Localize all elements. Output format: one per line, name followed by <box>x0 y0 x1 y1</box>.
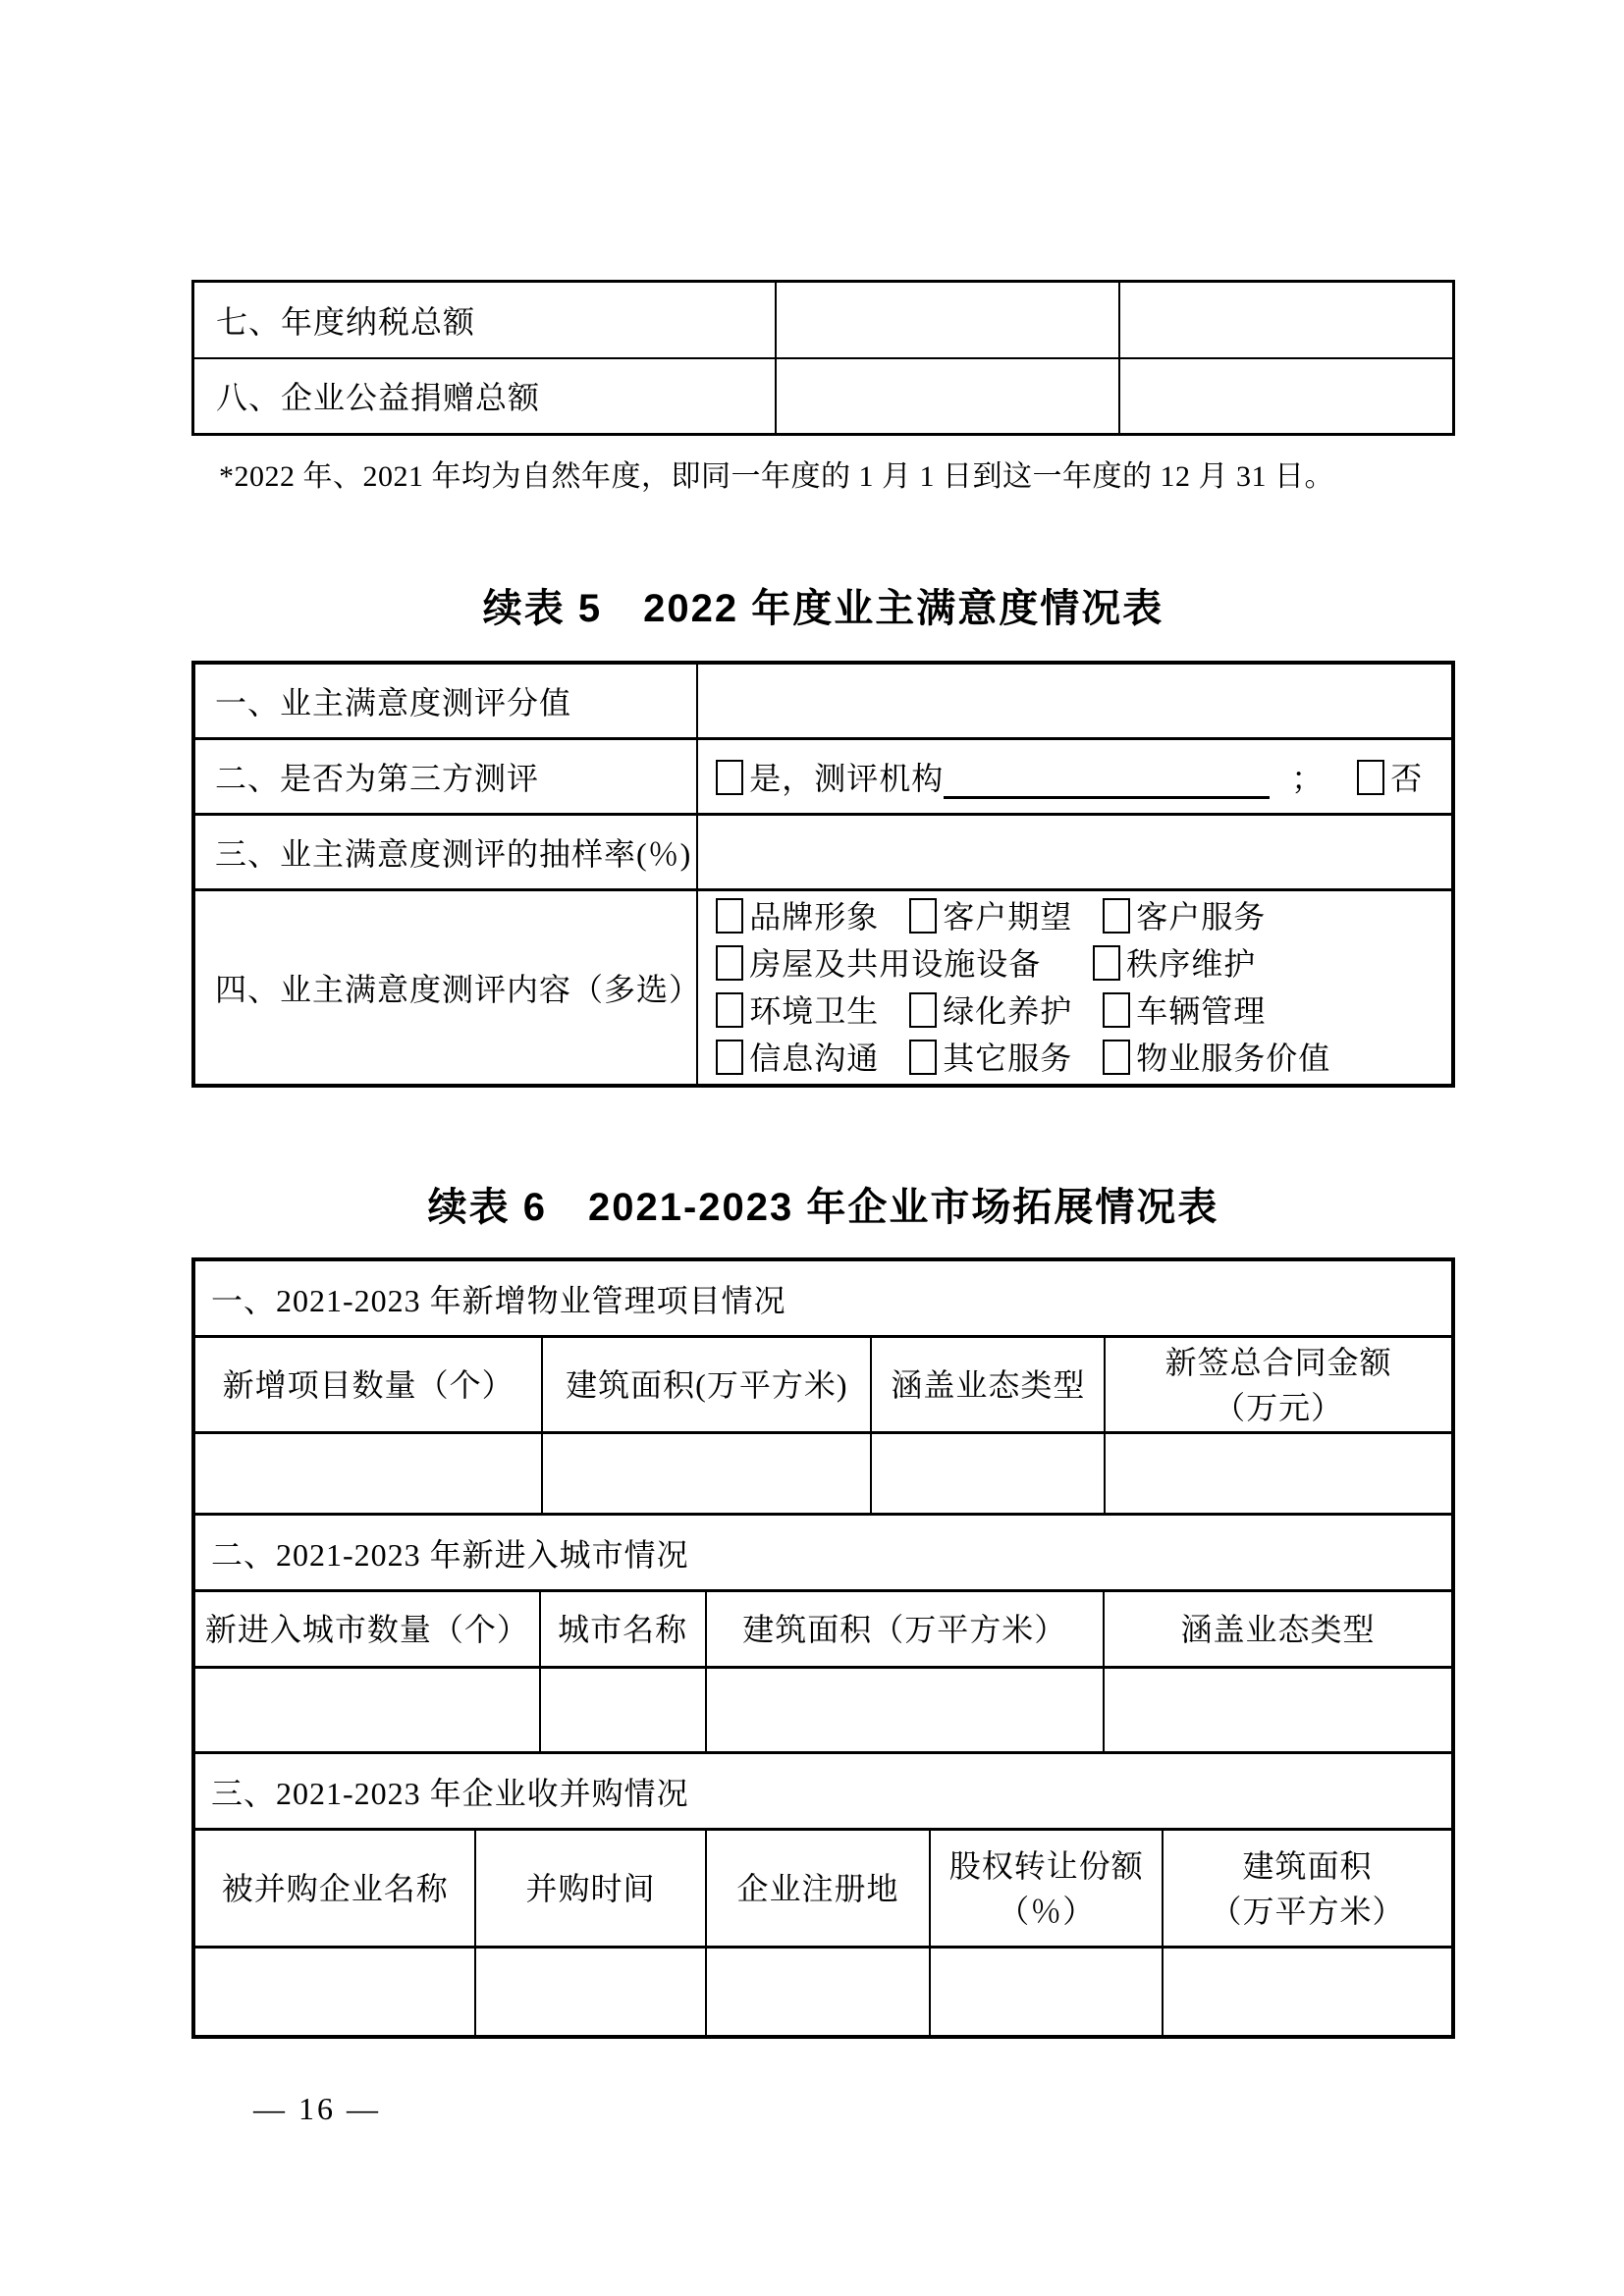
checkbox-label: 秩序维护 <box>1126 945 1257 982</box>
column-header <box>931 1831 1164 1949</box>
survey-option <box>909 1041 1072 1076</box>
donation-label: 八、企业公益捐赠总额 <box>193 358 776 435</box>
checkbox-icon[interactable] <box>1103 1040 1130 1075</box>
header-row <box>195 1592 1451 1669</box>
column-header <box>195 1338 543 1434</box>
donation-row <box>193 358 1454 435</box>
blank-input-cell[interactable] <box>776 282 1120 358</box>
page-content <box>191 280 1455 2039</box>
header-line: 城市名称 <box>558 1611 688 1647</box>
checkbox-label: 品牌形象 <box>749 898 880 934</box>
table5-title: 续表 5 2022 年度业主满意度情况表 <box>482 587 1164 630</box>
data-row <box>195 1949 1451 2035</box>
blank-input-cell[interactable] <box>707 1669 1105 1751</box>
annual-tax-row <box>193 282 1454 358</box>
checkbox-icon[interactable] <box>716 1040 743 1075</box>
header-line: 新签总合同金额 <box>1164 1344 1392 1380</box>
mergers-section <box>195 1751 1451 2035</box>
header-row <box>195 1338 1451 1434</box>
survey-option <box>716 1041 879 1076</box>
blank-input-cell[interactable] <box>1164 1949 1451 2035</box>
column-header <box>1164 1831 1451 1949</box>
header-line: 建筑面积(万平方米) <box>566 1366 848 1403</box>
header-line: （万平方米） <box>1210 1893 1405 1929</box>
header-line: 建筑面积（万平方米） <box>742 1611 1067 1647</box>
column-header <box>195 1592 541 1669</box>
checkbox-label: 车辆管理 <box>1136 992 1267 1029</box>
header-row <box>195 1831 1451 1949</box>
column-header <box>872 1338 1106 1434</box>
survey-content-row <box>193 889 1453 1086</box>
third-party-value-cell <box>697 738 1453 814</box>
survey-option <box>716 993 879 1029</box>
blank-input-cell[interactable] <box>931 1949 1164 2035</box>
sampling-rate-label: 三、业主满意度测评的抽样率(％) <box>193 814 697 889</box>
annual-tax-label: 七、年度纳税总额 <box>193 282 776 358</box>
satisfaction-score-row <box>193 663 1453 738</box>
option-line <box>716 940 1451 988</box>
column-header <box>541 1592 707 1669</box>
header-line: 被并购企业名称 <box>221 1870 449 1906</box>
satisfaction-score-label: 一、业主满意度测评分值 <box>193 663 697 738</box>
checkbox-icon[interactable] <box>716 898 743 934</box>
header-line: 新增项目数量（个） <box>222 1366 514 1403</box>
checkbox-icon[interactable] <box>1103 898 1130 934</box>
survey-option <box>1103 899 1266 934</box>
sampling-rate-row <box>193 814 1453 889</box>
blank-input-cell[interactable] <box>1106 1434 1451 1513</box>
blank-input-cell[interactable] <box>1119 282 1453 358</box>
checkbox-label: 信息沟通 <box>749 1040 880 1076</box>
survey-option <box>716 946 1041 982</box>
header-line: 建筑面积 <box>1242 1847 1373 1884</box>
new-cities-section <box>195 1513 1451 1751</box>
survey-option <box>1093 946 1256 982</box>
page-number: — 16 — <box>253 2091 381 2126</box>
tax-donation-continuation-table <box>191 280 1455 436</box>
blank-input-cell[interactable] <box>776 358 1120 435</box>
data-row <box>195 1669 1451 1751</box>
column-header <box>476 1831 706 1949</box>
section-title: 二、2021-2023 年新进入城市情况 <box>195 1516 1451 1592</box>
third-party-row <box>193 738 1453 814</box>
header-line: （％） <box>998 1893 1096 1929</box>
survey-option <box>909 899 1072 934</box>
data-row <box>195 1434 1451 1513</box>
header-line: 企业注册地 <box>736 1870 899 1906</box>
header-line: （万元） <box>1214 1389 1344 1425</box>
checkbox-icon[interactable] <box>716 992 743 1028</box>
blank-input-cell[interactable] <box>195 1669 541 1751</box>
survey-content-label: 四、业主满意度测评内容（多选） <box>193 889 697 1086</box>
column-header <box>707 1592 1105 1669</box>
checkbox-no-icon[interactable] <box>1357 760 1384 795</box>
new-projects-section <box>195 1261 1451 1513</box>
owner-satisfaction-table <box>191 661 1455 1088</box>
header-line: 涵盖业态类型 <box>891 1366 1086 1403</box>
column-header <box>543 1338 872 1434</box>
yes-text: 是，测评机构 <box>749 760 945 796</box>
blank-input-cell[interactable] <box>476 1949 706 2035</box>
checkbox-label: 客户服务 <box>1136 898 1267 934</box>
checkbox-label: 客户期望 <box>943 898 1073 934</box>
checkbox-icon[interactable] <box>909 1040 937 1075</box>
column-header <box>195 1831 476 1949</box>
blank-input-cell[interactable] <box>1119 358 1453 435</box>
header-line: 新进入城市数量（个） <box>204 1611 529 1647</box>
checkbox-label: 房屋及共用设施设备 <box>749 945 1042 982</box>
blank-input-cell[interactable] <box>707 1949 932 2035</box>
column-header <box>1105 1592 1451 1669</box>
option-line <box>716 988 1451 1035</box>
section-title: 三、2021-2023 年企业收并购情况 <box>195 1754 1451 1831</box>
checkbox-label: 物业服务价值 <box>1136 1040 1331 1076</box>
header-line: 并购时间 <box>525 1870 656 1906</box>
checkbox-label: 其它服务 <box>943 1040 1073 1076</box>
blank-input-cell[interactable] <box>541 1669 707 1751</box>
checkbox-icon[interactable] <box>1093 945 1120 981</box>
option-line <box>716 1035 1451 1082</box>
blank-input-cell[interactable] <box>195 1434 543 1513</box>
checkbox-icon[interactable] <box>716 945 743 981</box>
checkbox-icon[interactable] <box>909 898 937 934</box>
blank-input-cell[interactable] <box>697 814 1453 889</box>
header-line: 股权转让份额 <box>948 1847 1144 1884</box>
blank-input-cell[interactable] <box>1105 1669 1451 1751</box>
section-title: 一、2021-2023 年新增物业管理项目情况 <box>195 1261 1451 1338</box>
checkbox-icon[interactable] <box>1103 992 1130 1028</box>
column-header <box>1106 1338 1451 1434</box>
survey-option <box>716 899 879 934</box>
market-expansion-table <box>191 1257 1455 2039</box>
third-party-label: 二、是否为第三方测评 <box>193 738 697 814</box>
checkbox-label: 环境卫生 <box>749 992 880 1029</box>
survey-option <box>909 993 1072 1029</box>
blank-input-cell[interactable] <box>543 1434 872 1513</box>
option-line <box>716 893 1451 940</box>
footnote: *2022 年、2021 年均为自然年度，即同一年度的 1 月 1 日到这一年度的 12 月 31 日。 <box>219 460 1334 493</box>
header-line: 涵盖业态类型 <box>1180 1611 1376 1647</box>
blank-input-cell[interactable] <box>195 1949 476 2035</box>
survey-option <box>1103 993 1266 1029</box>
table6-title: 续表 6 2021-2023 年企业市场拓展情况表 <box>427 1186 1219 1229</box>
blank-input-cell[interactable] <box>872 1434 1106 1513</box>
blank-input-cell[interactable] <box>697 663 1453 738</box>
institution-blank-underline[interactable] <box>944 766 1270 799</box>
separator-text: ； <box>1291 760 1325 796</box>
checkbox-label: 绿化养护 <box>943 992 1073 1029</box>
checkbox-yes-icon[interactable] <box>716 760 743 795</box>
no-text: 否 <box>1390 760 1424 796</box>
column-header <box>707 1831 932 1949</box>
checkbox-icon[interactable] <box>909 992 937 1028</box>
survey-option <box>1103 1041 1330 1076</box>
survey-content-options-cell <box>697 889 1453 1086</box>
